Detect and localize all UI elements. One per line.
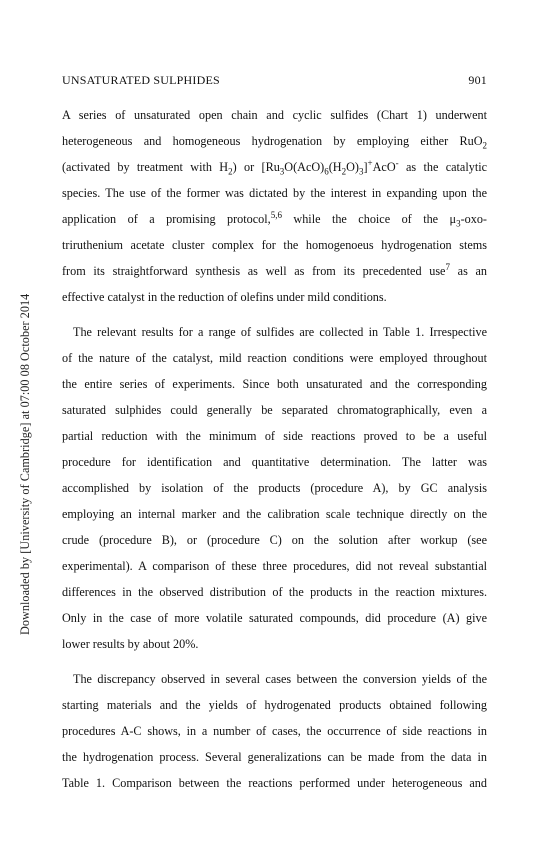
body-text [62, 102, 487, 796]
text-line: partial reduction with the minimum of side reactions proved to be a useful [62, 429, 487, 443]
text-line: heterogeneous and homogeneous hydrogenation by employing either RuO$_2$ [62, 134, 487, 151]
text-line: Table 1. Comparison between the reactions performed under heterogeneous and [62, 776, 487, 790]
text-line: saturated sulphides could generally be separated chromatographically, even a [62, 403, 487, 417]
text-line: A series of unsaturated open chain and cyclic sulfides (Chart 1) underwent [62, 108, 487, 122]
text-line: differences in the observed distribution of the products in the reaction mixtures. [62, 585, 487, 599]
download-watermark: Downloaded by [University of Cambridge] at 07:00 08 October 2014 [18, 293, 32, 635]
page-number: 901 [468, 73, 487, 87]
text-line: the entire series of experiments. Since both unsaturated and the corresponding [62, 377, 487, 391]
running-head-title: UNSATURATED SULPHIDES [62, 73, 220, 87]
text-line: species. The use of the former was dictated by the interest in expanding upon the [62, 186, 487, 200]
text-line: accomplished by isolation of the products (procedure A), by GC analysis [62, 481, 487, 495]
text-line: (activated by treatment with $H_2$) or $[Ru_3O(AcO)_6(H_2O)_3]^+AcO^-$ as the catalytic [62, 157, 487, 177]
text-line: of the nature of the catalyst, mild reaction conditions were employed throughout [62, 351, 487, 365]
text-line: crude (procedure B), or (procedure C) on the solution after workup (see [62, 533, 487, 547]
text-line: procedure for identification and quantitative determination. The latter was [62, 455, 487, 469]
text-line: procedures A-C shows, in a number of cases, the occurrence of side reactions in [62, 724, 487, 738]
text-line: experimental). A comparison of these three procedures, did not reveal substantial [62, 559, 487, 573]
text-line: the hydrogenation process. Several generalizations can be made from the data in [62, 750, 487, 764]
text-line: from its straightforward synthesis as well as from its precedented use$^7$ as an [62, 261, 488, 278]
text-line: employing an internal marker and the calibration scale technique directly on the [62, 507, 487, 521]
text-line: The relevant results for a range of sulfides are collected in Table 1. Irrespective [73, 325, 487, 339]
text-line: The discrepancy observed in several cases between the conversion yields of the [73, 672, 487, 686]
text-line: application of a promising protocol,$^{5,6}$ while the choice of the $\mu_3-oxo-$ [62, 209, 487, 229]
text-line: triruthenium acetate cluster complex for the homogenoeus hydrogenation stems [62, 238, 487, 252]
text-line: lower results by about 20%. [62, 637, 199, 651]
text-line: effective catalyst in the reduction of olefins under mild conditions. [62, 290, 387, 304]
text-line: starting materials and the yields of hydrogenated products obtained following [62, 698, 487, 712]
text-line: Only in the case of more volatile saturated compounds, did procedure (A) give [62, 611, 487, 625]
